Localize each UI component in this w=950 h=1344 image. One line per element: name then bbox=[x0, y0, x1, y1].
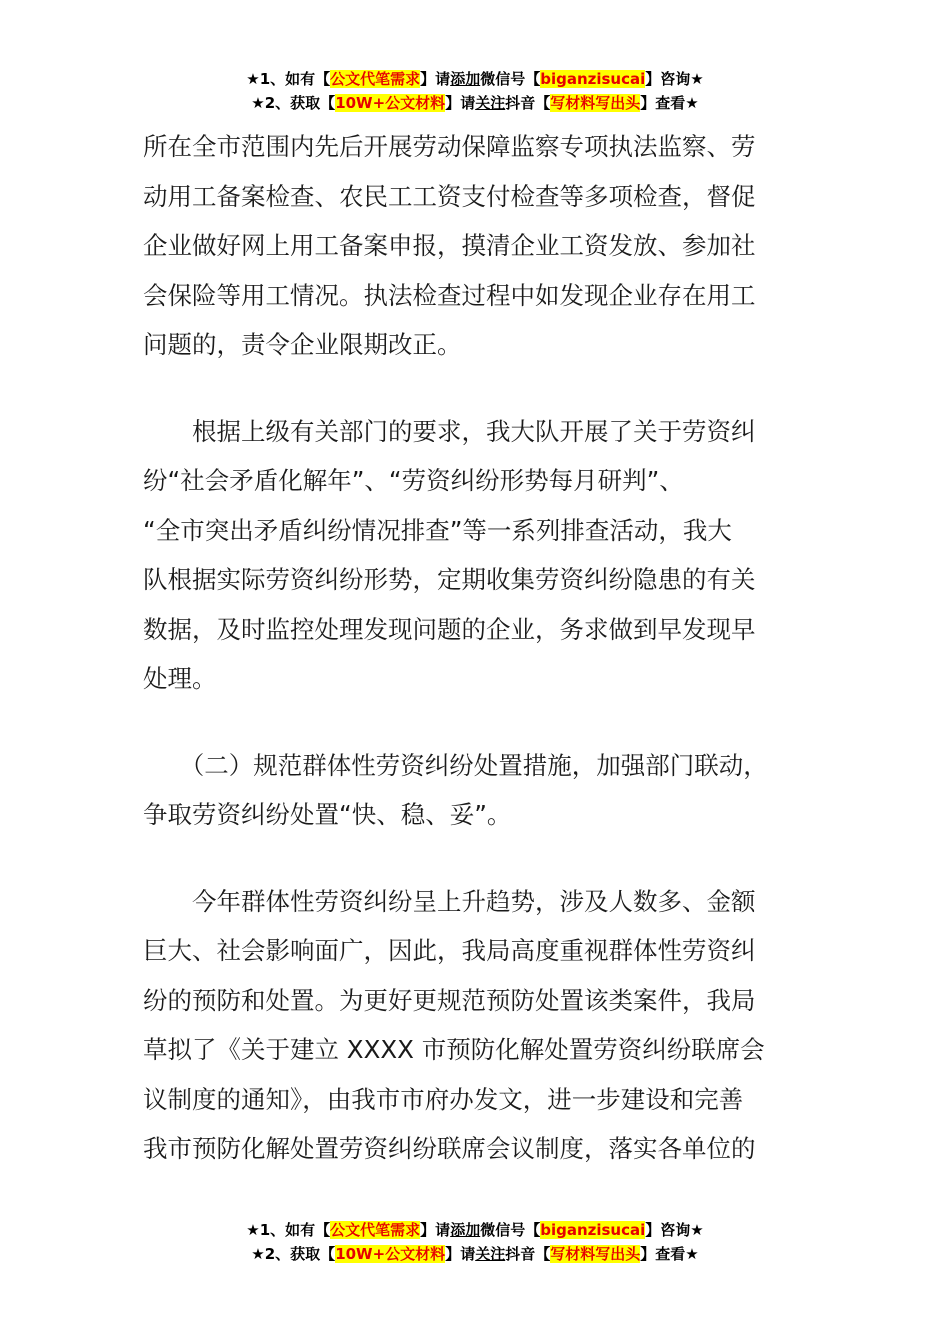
paragraph-line: 会保险等用工情况。执法检查过程中如发现企业存在用工 bbox=[143, 280, 756, 310]
paragraph-line: 我市预防化解处置劳资纠纷联席会议制度，落实各单位的 bbox=[143, 1134, 756, 1163]
promo-highlight: biganzisucai bbox=[540, 1221, 646, 1239]
promo-text: 】请 bbox=[445, 94, 476, 112]
promo-highlight: 公文代笔需求 bbox=[330, 1221, 421, 1239]
promo-line-2 bbox=[0, 1242, 950, 1266]
promo-text: 】请 bbox=[420, 1221, 451, 1239]
promo-text: 】咨询★ bbox=[645, 70, 704, 88]
paragraph-line: （二）规范群体性劳资纠纷处置措施，加强部门联动， bbox=[143, 750, 768, 780]
promo-emphasis: 添加 bbox=[450, 70, 481, 88]
section-heading bbox=[143, 741, 823, 840]
paragraph-line: 处理。 bbox=[143, 664, 217, 693]
paragraph-line: 动用工备案检查、农民工工资支付检查等多项检查，督促 bbox=[143, 181, 756, 211]
paragraph-line: 企业做好网上用工备案申报，摸清企业工资发放、参加社 bbox=[143, 231, 756, 260]
promo-header bbox=[0, 67, 950, 115]
paragraph-line: 纷的预防和处置。为更好更规范预防处置该类案件，我局 bbox=[143, 985, 756, 1015]
promo-highlight: 10W+公文材料 bbox=[335, 1245, 446, 1263]
promo-text: 】查看★ bbox=[640, 94, 699, 112]
promo-text: 抖音【 bbox=[505, 1245, 551, 1263]
paragraph-line: 数据，及时监控处理发现问题的企业，务求做到早发现早 bbox=[143, 614, 756, 644]
paragraph bbox=[143, 122, 823, 370]
promo-highlight: 公文代笔需求 bbox=[330, 70, 421, 88]
promo-highlight: 写材料写出头 bbox=[550, 1245, 641, 1263]
promo-highlight: 写材料写出头 bbox=[550, 94, 641, 112]
promo-text: 微信号【 bbox=[480, 70, 541, 88]
paragraph-line: 议制度的通知》，由我市市府办发文，进一步建设和完善 bbox=[143, 1084, 744, 1114]
paragraph-line: 草拟了《关于建立 XXXX 市预防化解处置劳资纠纷联席会 bbox=[143, 1035, 765, 1064]
promo-text: 抖音【 bbox=[505, 94, 551, 112]
paragraph-line: 队根据实际劳资纠纷形势，定期收集劳资纠纷隐患的有关 bbox=[143, 565, 756, 594]
promo-footer bbox=[0, 1218, 950, 1266]
promo-text: ★2、获取【 bbox=[251, 94, 336, 112]
promo-highlight: biganzisucai bbox=[540, 70, 646, 88]
promo-emphasis: 关注 bbox=[475, 1245, 506, 1263]
promo-line-1 bbox=[0, 1218, 950, 1242]
promo-text: 】查看★ bbox=[640, 1245, 699, 1263]
paragraph-line: 所在全市范围内先后开展劳动保障监察专项执法监察、劳 bbox=[143, 132, 756, 161]
promo-text: 】请 bbox=[420, 70, 451, 88]
promo-emphasis: 关注 bbox=[475, 94, 506, 112]
paragraph-line: 根据上级有关部门的要求，我大队开展了关于劳资纠 bbox=[143, 416, 756, 446]
promo-emphasis: 添加 bbox=[450, 1221, 481, 1239]
paragraph bbox=[143, 407, 823, 704]
promo-text: 】请 bbox=[445, 1245, 476, 1263]
paragraph-line: 争取劳资纠纷处置“快、稳、妥”。 bbox=[143, 800, 512, 829]
promo-text: ★1、如有【 bbox=[246, 70, 331, 88]
document-body bbox=[143, 122, 823, 1174]
promo-text: ★1、如有【 bbox=[246, 1221, 331, 1239]
promo-text: 】咨询★ bbox=[645, 1221, 704, 1239]
promo-text: 微信号【 bbox=[480, 1221, 541, 1239]
paragraph-line: 巨大、社会影响面广，因此，我局高度重视群体性劳资纠 bbox=[143, 936, 756, 965]
paragraph-line: 问题的，责令企业限期改正。 bbox=[143, 330, 462, 359]
paragraph-line: “全市突出矛盾纠纷情况排查”等一系列排查活动，我大 bbox=[143, 515, 732, 545]
promo-text: ★2、获取【 bbox=[251, 1245, 336, 1263]
paragraph-line: 纷“社会矛盾化解年”、“劳资纠纷形势每月研判”、 bbox=[143, 466, 684, 495]
promo-highlight: 10W+公文材料 bbox=[335, 94, 446, 112]
paragraph-line: 今年群体性劳资纠纷呈上升趋势，涉及人数多、金额 bbox=[143, 886, 756, 916]
promo-line-2 bbox=[0, 91, 950, 115]
promo-line-1 bbox=[0, 67, 950, 91]
paragraph bbox=[143, 877, 823, 1174]
